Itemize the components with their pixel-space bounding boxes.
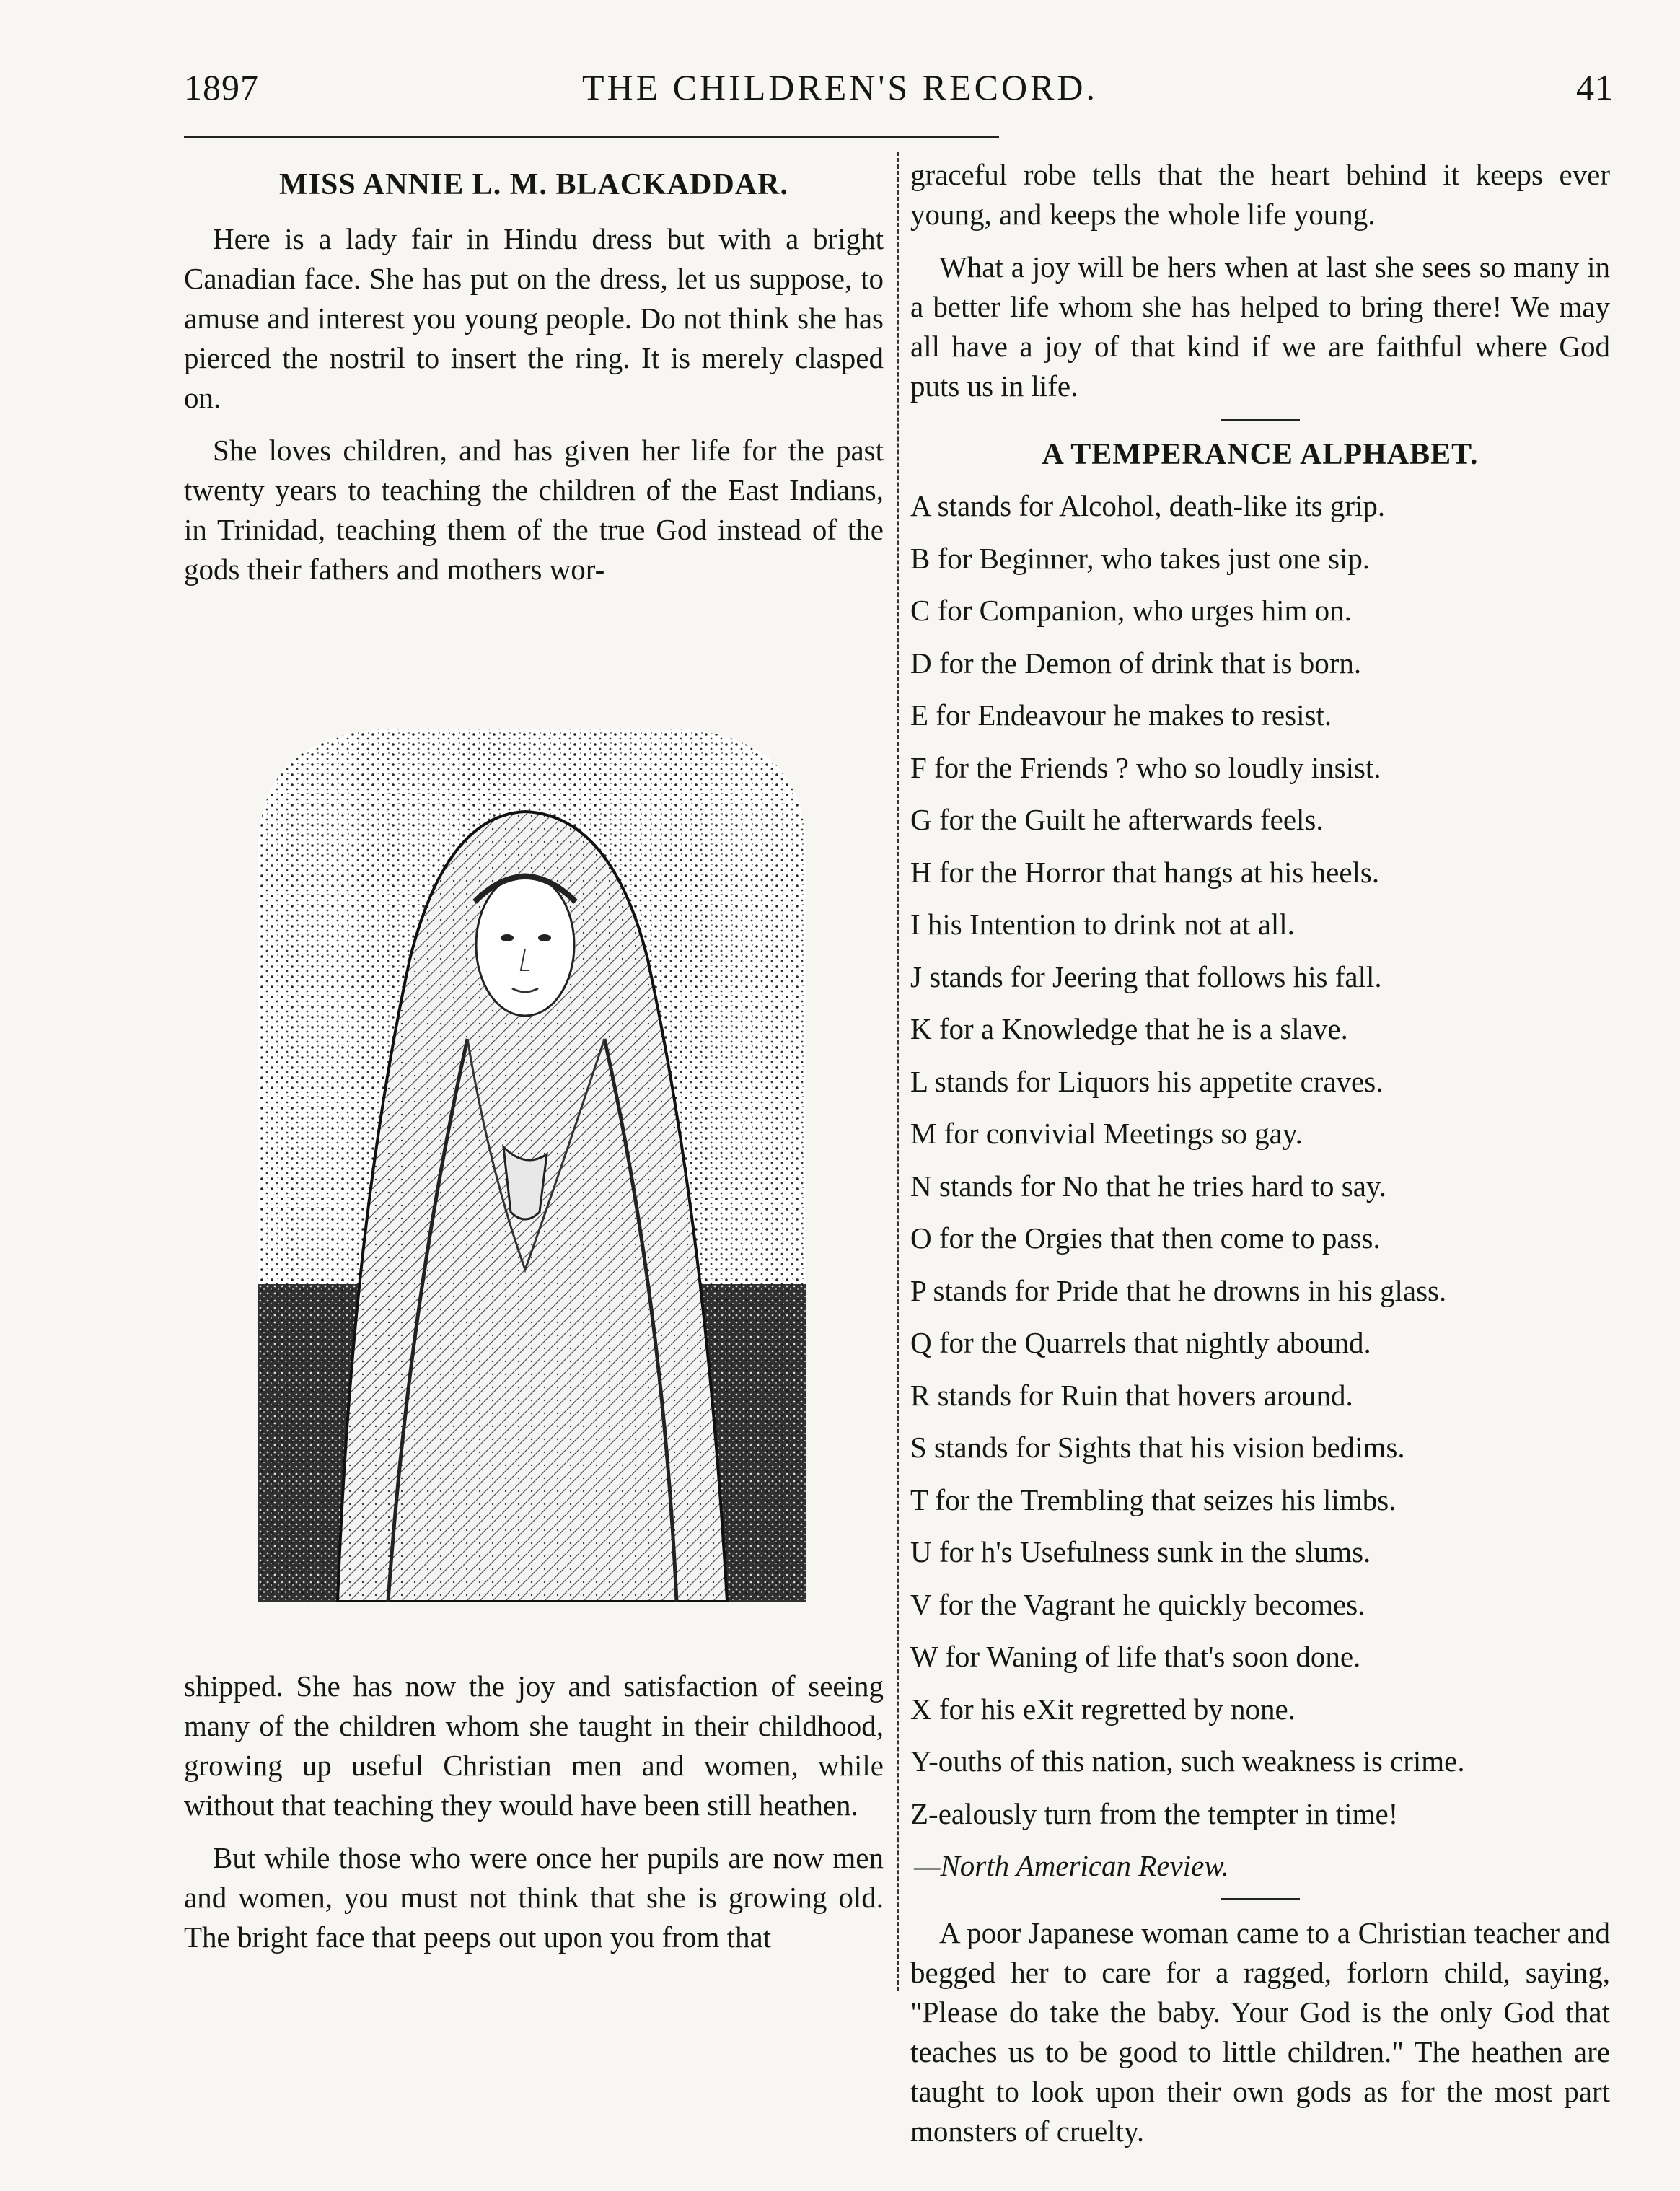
alphabet-line: O for the Orgies that then come to pass. [910, 1221, 1381, 1255]
article-paragraph: shipped. She has now the joy and satisfaction of seeing many of the children whom she taught in their childhood, growing up useful Christian men and women, while without that teaching they would have been still heathen. [184, 1669, 884, 1822]
article-paragraph: What a joy will be hers when at last she sees so many in a better life whom she has helped to bring there! We may all have a joy of that kind if we are faithful where God puts us in life. [910, 250, 1610, 403]
alphabet-line: J stands for Jeering that follows his fall. [910, 960, 1382, 993]
section-divider [1221, 419, 1300, 421]
article-title: MISS ANNIE L. M. BLACKADDAR. [279, 168, 788, 201]
alphabet-line: G for the Guilt he afterwards feels. [910, 803, 1324, 836]
section-divider [1221, 1898, 1300, 1900]
article-paragraph: A poor Japanese woman came to a Christian teacher and begged her to care for a ragged, forlorn child, saying, "Please do take the baby. Your God is the only God that teaches us to be good to little children." The heathen are taught to look upon their own gods as for the most part monsters of cruelty. [910, 1916, 1610, 2148]
alphabet-line: R stands for Ruin that hovers around. [910, 1378, 1353, 1412]
alphabet-line: C for Companion, who urges him on. [910, 594, 1352, 627]
alphabet-line: L stands for Liquors his appetite craves. [910, 1064, 1384, 1098]
alphabet-line: I his Intention to drink not at all. [910, 908, 1295, 941]
alphabet-line: S stands for Sights that his vision bedims. [910, 1431, 1405, 1464]
alphabet-line: V for the Vagrant he quickly becomes. [910, 1587, 1365, 1621]
article-paragraph: Here is a lady fair in Hindu dress but with a bright Canadian face. She has put on the dress, let us suppose, to amuse and interest you young people. Do not think she has pierced the nostril to insert the ring. It is merely clasped on. [184, 222, 884, 414]
article-paragraph: But while those who were once her pupils are now men and women, you must not think that she is growing old. The bright face that peeps out upon you from that [184, 1841, 884, 1954]
right-column [910, 155, 1610, 2164]
header-rule [184, 136, 999, 138]
alphabet-line: N stands for No that he tries hard to say. [910, 1169, 1387, 1203]
alphabet-list [910, 486, 1610, 1833]
alphabet-line: K for a Knowledge that he is a slave. [910, 1012, 1348, 1045]
alphabet-line: Y-ouths of this nation, such weakness is crime. [910, 1744, 1465, 1778]
alphabet-line: T for the Trembling that seizes his limbs. [910, 1483, 1397, 1516]
alphabet-line: W for Waning of life that's soon done. [910, 1640, 1361, 1673]
alphabet-line: X for his eXit regretted by none. [910, 1692, 1296, 1726]
alphabet-line: H for the Horror that hangs at his heels. [910, 855, 1380, 889]
citation: —North American Review. [914, 1849, 1229, 1882]
running-title: THE CHILDREN'S RECORD. [581, 67, 1099, 107]
alphabet-line: A stands for Alcohol, death-like its grip. [910, 489, 1386, 522]
left-column-top [184, 164, 884, 602]
alphabet-line: E for Endeavour he makes to resist. [910, 698, 1332, 732]
article-paragraph: She loves children, and has given her life for the past twenty years to teaching the children of the East Indians, in Trinidad, teaching them of the true God instead of the gods their fathers and mothers wor- [184, 434, 884, 586]
page-number: 41 [1576, 67, 1614, 107]
column-divider [897, 152, 899, 1991]
portrait-illustration [229, 721, 835, 1602]
alphabet-line: M for convivial Meetings so gay. [910, 1117, 1303, 1150]
alphabet-line: B for Beginner, who takes just one sip. [910, 541, 1371, 575]
alphabet-title: A TEMPERANCE ALPHABET. [1042, 438, 1479, 471]
alphabet-line: F for the Friends ? who so loudly insist. [910, 750, 1381, 784]
alphabet-line: U for h's Usefulness sunk in the slums. [910, 1535, 1371, 1568]
page-year: 1897 [184, 67, 259, 107]
alphabet-line: P stands for Pride that he drowns in his glass. [910, 1273, 1447, 1307]
alphabet-line: Q for the Quarrels that nightly abound. [910, 1326, 1371, 1359]
alphabet-line: Z-ealously turn from the tempter in time! [910, 1796, 1399, 1830]
alphabet-line: D for the Demon of drink that is born. [910, 646, 1362, 680]
article-paragraph: graceful robe tells that the heart behind it keeps ever young, and keeps the whole life young. [910, 158, 1610, 231]
left-column-bottom [184, 1667, 884, 1970]
